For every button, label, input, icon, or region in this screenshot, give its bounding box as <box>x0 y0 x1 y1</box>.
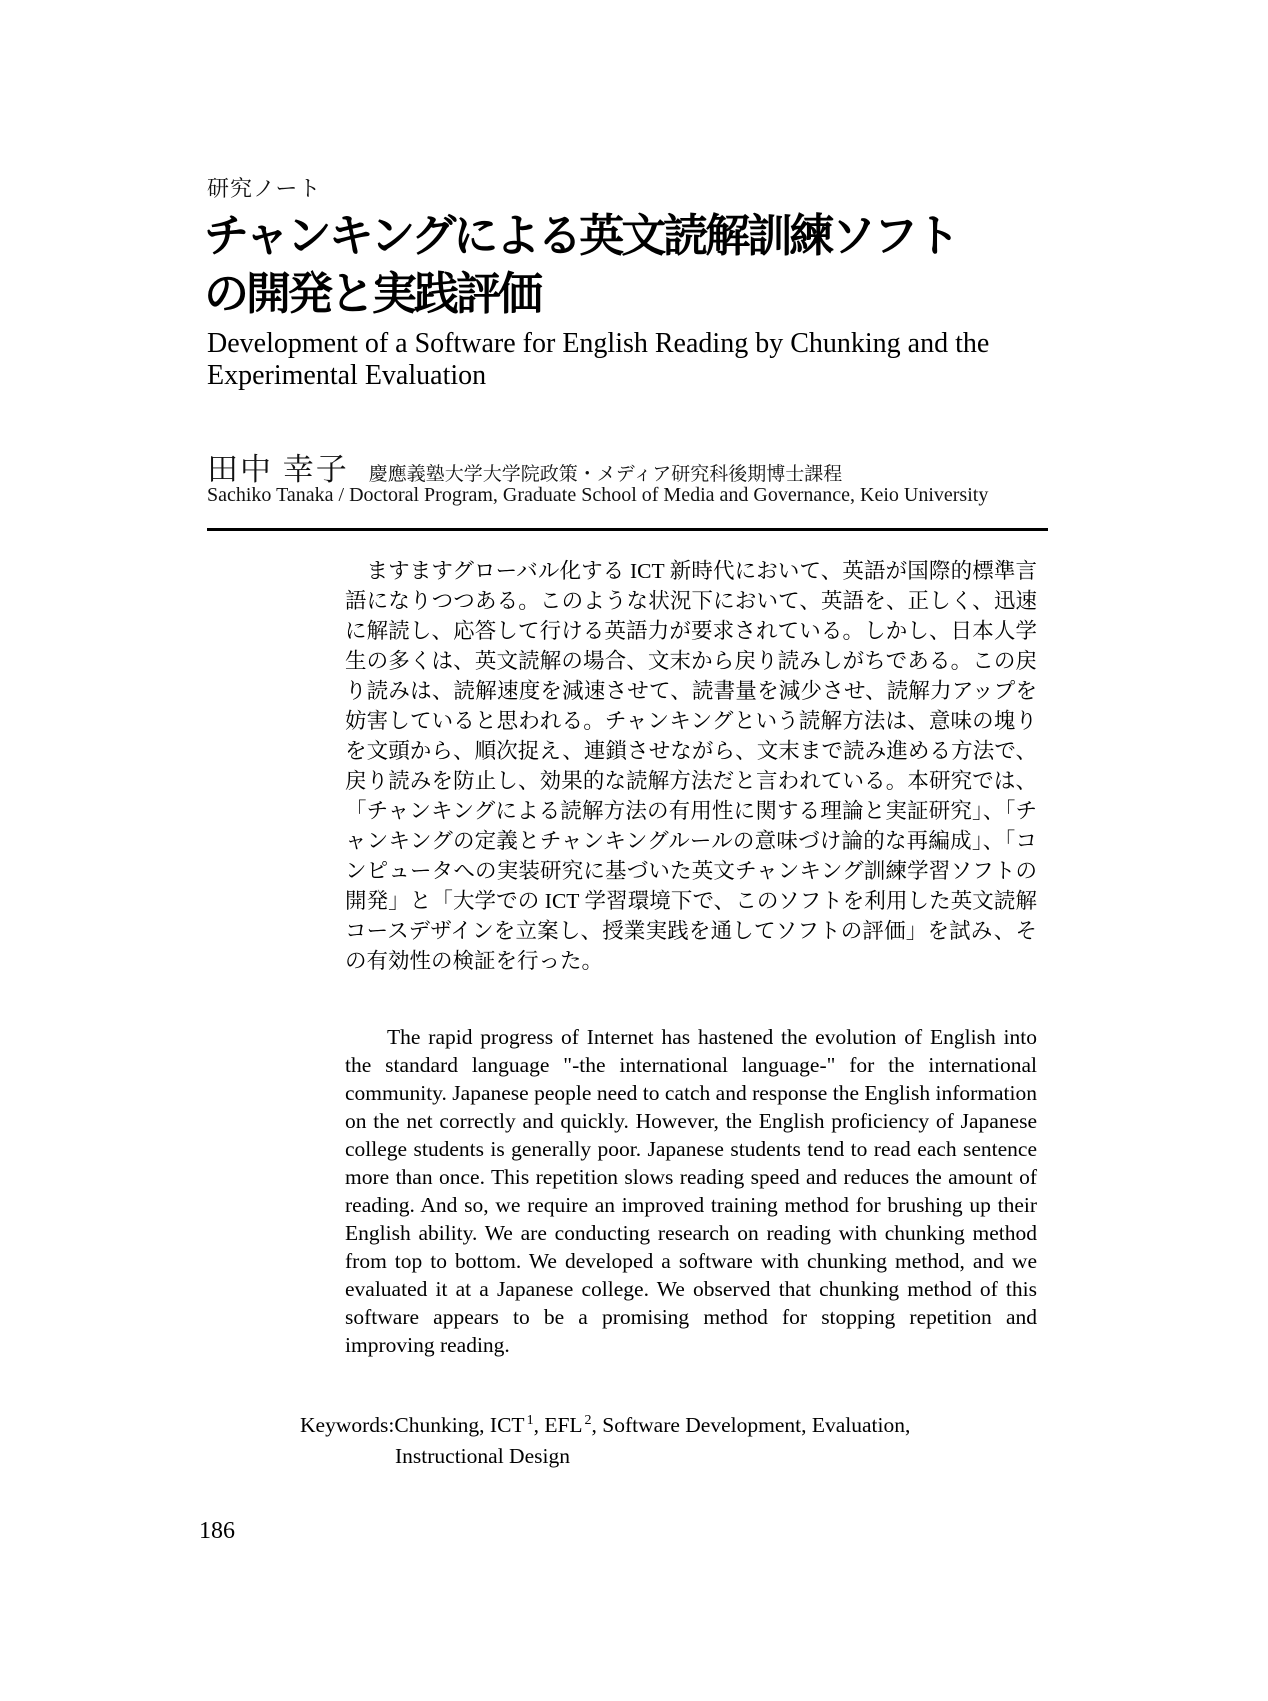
keywords-footnote-marker-2: 2 <box>584 1412 592 1428</box>
keywords-text-line2: Instructional Design <box>395 1444 570 1468</box>
author-name-affiliation-english: Sachiko Tanaka / Doctoral Program, Graduate School of Media and Governance, Keio University <box>207 484 989 506</box>
article-category-label: 研究ノート <box>207 176 322 201</box>
keywords-text-1: Chunking, ICT <box>394 1413 525 1437</box>
author-name-japanese: 田中 幸子 <box>207 452 349 487</box>
keywords-block <box>300 1410 1132 1472</box>
title-japanese <box>204 207 1064 323</box>
author-affiliation-japanese: 慶應義塾大学大学院政策・メディア研究科後期博士課程 <box>368 464 843 485</box>
abstract-english: The rapid progress of Internet has hastened the evolution of English into the standard language "-the international language-" for the international community. Japanese people need to catch and response the English information on the net correctly and quickly. However, the English proficiency of Japanese college students is generally poor. Japanese students tend to read each sentence more than once. This repetition slows reading speed and reduces the amount of reading. And so, we require an improved training method for brushing up their English ability. We are conducting research on reading with chunking method from top to bottom. We developed a software with chunking method, and we evaluated it at a Japanese college. We observed that chunking method of this software appears to be a promising method for stopping repetition and improving reading. <box>345 1025 1037 1357</box>
abstract-japanese: ますますグローバル化する ICT 新時代において、英語が国際的標準言語になりつつある。このような状況下において、英語を、正しく、迅速に解読し、応答して行ける英語力が要求されている。しかし、日本人学生の多くは、英文読解の場合、文末から戻り読みしがちである。この戻り読みは、読解速度を減速させて、読書量を減少させ、読解力アップを妨害していると思われる。チャンキングという読解方法は、意味の塊りを文頭から、順次捉え、連鎖させながら、文末まで読み進める方法で、戻り読みを防止し、効果的な読解方法だと言われている。本研究では、「チャンキングによる読解方法の有用性に関する理論と実証研究」、「チャンキングの定義とチャンキングルールの意味づけ論的な再編成」、「コンピュータへの実装研究に基づいた英文チャンキング訓練学習ソフトの開発」と「大学での ICT 学習環境下で、このソフトを利用した英文読解コースデザインを立案し、授業実践を通してソフトの評価」を試み、その有効性の検証を行った。 <box>345 559 1037 973</box>
title-japanese-line2: の開発と実践評価 <box>204 268 541 319</box>
title-japanese-line1: チャンキングによる英文読解訓練ソフト <box>204 210 958 261</box>
keywords-text-3: , Software Development, Evaluation, <box>591 1413 911 1437</box>
title-english: Development of a Software for English Reading by Chunking and the Experimental Evaluation <box>207 328 990 391</box>
keywords-text-2: , EFL <box>533 1413 583 1437</box>
keywords-label: Keywords: <box>300 1413 395 1437</box>
header-divider-rule <box>207 528 1048 531</box>
keywords-footnote-marker-1: 1 <box>526 1412 534 1428</box>
author-row <box>207 444 1048 489</box>
page-number: 186 <box>199 1518 235 1544</box>
